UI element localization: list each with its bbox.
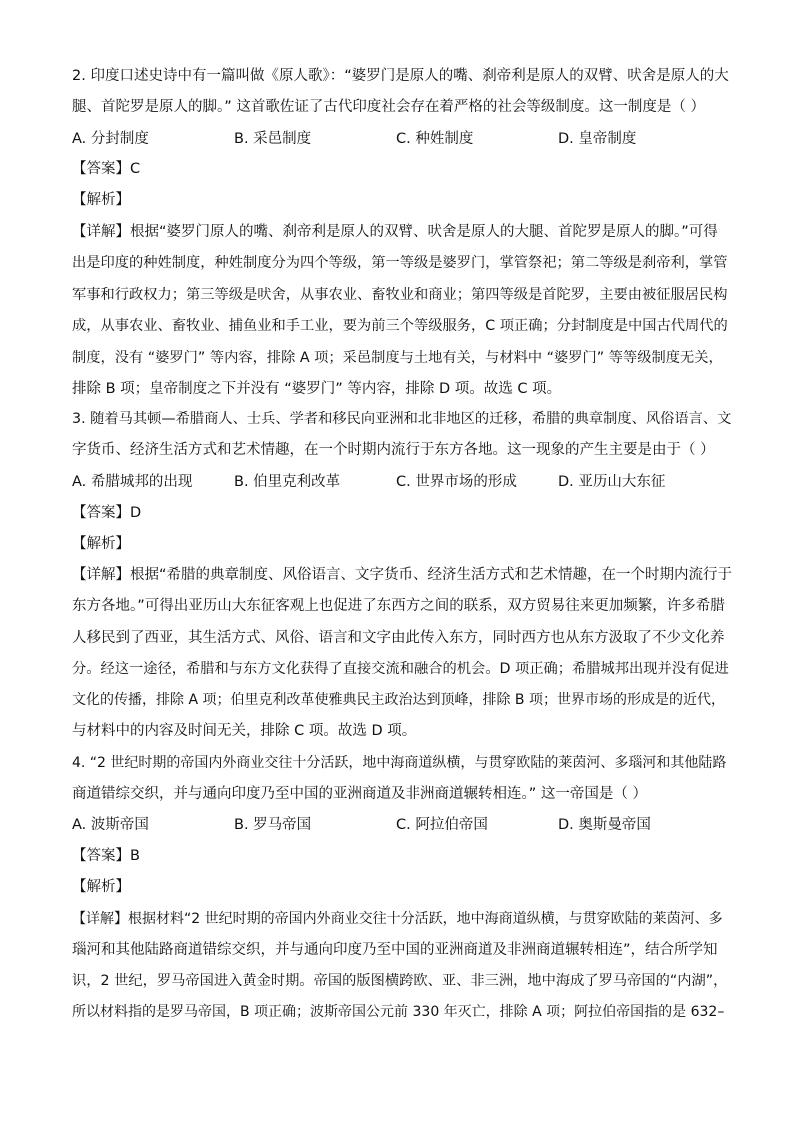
- question-3-detail-line-5: 文化的传播，排除 A 项；伯里克利改革使雅典民主政治达到顶峰，排除 B 项；世界市场的形成是的近代，: [72, 692, 725, 708]
- question-4-option-c: C. 阿拉伯帝国: [396, 817, 488, 833]
- question-3-detail-line-2: 东方各地。”可得出亚历山大东征客观上也促进了东西方之间的联系，双方贸易往来更加频繁，许多希腊: [72, 598, 725, 614]
- question-3-option-d: D. 亚历山大东征: [558, 474, 666, 490]
- question-2-option-a: A. 分封制度: [72, 131, 149, 147]
- question-2-detail-line-4: 成，从事农业、畜牧业、捕鱼业和手工业，要为前三个等级服务，C 项正确；分封制度是中国古代周代的: [72, 318, 728, 334]
- question-2-detail-line-1: 【详解】根据“婆罗门原人的嘴、刹帝利是原人的双臂、吠舍是原人的大腿、首陀罗是原人的脚。”可得: [72, 224, 718, 240]
- question-2-option-c: C. 种姓制度: [396, 131, 474, 147]
- question-4-option-d: D. 奥斯曼帝国: [558, 817, 651, 833]
- question-2-stem-line-2: 腿、首陀罗是原人的脚。” 这首歌佐证了古代印度社会存在着严格的社会等级制度。这一制度是（ ）: [72, 99, 705, 115]
- question-4-detail-line-1: 【详解】根据材料“2 世纪时期的帝国内外商业交往十分活跃，地中海商道纵横，与贯穿欧陆的莱茵河、多: [72, 911, 723, 927]
- question-3-analysis-label: 【解析】: [72, 536, 130, 552]
- question-3-detail-line-4: 分。经这一途径，希腊和与东方文化获得了直接交流和融合的机会。D 项正确；希腊城邦出现并没有促进: [72, 661, 729, 677]
- question-2-option-d: D. 皇帝制度: [558, 131, 637, 147]
- question-4-detail-line-3: 识，2 世纪，罗马帝国进入黄金时期。帝国的版图横跨欧、亚、非三洲，地中海成了罗马帝国的“内湖”，: [72, 973, 728, 989]
- question-3-option-a: A. 希腊城邦的出现: [72, 474, 193, 490]
- question-4-detail-line-4: 所以材料指的是罗马帝国，B 项正确；波斯帝国公元前 330 年灭亡，排除 A 项；阿拉伯帝国指的是 632–: [72, 1004, 725, 1020]
- question-2-stem-line-1: 2. 印度口述史诗中有一篇叫做《原人歌》：“婆罗门是原人的嘴、刹帝利是原人的双臂、吠舍是原人的大: [72, 68, 729, 84]
- question-3-stem-line-1: 3. 随着马其顿—希腊商人、士兵、学者和移民向亚洲和北非地区的迁移，希腊的典章制度、风俗语言、文: [72, 411, 732, 427]
- question-3-stem-line-2: 字货币、经济生活方式和艺术情趣，在一个时期内流行于东方各地。这一现象的产生主要是由于（ ）: [72, 442, 715, 458]
- question-2-detail-line-2: 出是印度的种姓制度，种姓制度分为四个等级，第一等级是婆罗门，掌管祭祀；第二等级是刹帝利，掌管: [72, 255, 728, 271]
- question-2-detail-line-5: 制度，没有 “婆罗门” 等内容，排除 A 项；采邑制度与土地有关，与材料中 “婆罗门” 等等级制度无关，: [72, 350, 723, 366]
- question-4-answer: 【答案】B: [72, 848, 140, 864]
- question-2-answer: 【答案】C: [72, 161, 141, 177]
- question-2-detail-line-6: 排除 B 项；皇帝制度之下并没有 “婆罗门” 等内容，排除 D 项。故选 C 项。: [72, 381, 562, 397]
- question-3-option-b: B. 伯里克利改革: [234, 474, 341, 490]
- question-3-detail-line-6: 与材料中的内容及时间无关，排除 C 项。故选 D 项。: [72, 723, 417, 739]
- question-3-detail-line-1: 【详解】根据“希腊的典章制度、风俗语言、文字货币、经济生活方式和艺术情趣，在一个时期内流行于: [72, 567, 732, 583]
- question-4-stem-line-2: 商道错综交织，并与通向印度乃至中国的亚洲商道及非洲商道辗转相连。” 这一帝国是（ ）: [72, 786, 647, 802]
- question-4-option-a: A. 波斯帝国: [72, 817, 149, 833]
- question-2-detail-line-3: 军事和行政权力；第三等级是吠舍，从事农业、畜牧业和商业；第四等级是首陀罗，主要由被征服居民构: [72, 287, 728, 303]
- question-4-detail-line-2: 瑙河和其他陆路商道错综交织，并与通向印度乃至中国的亚洲商道及非洲商道辗转相连”，结合所学知: [72, 942, 718, 958]
- question-2-option-b: B. 采邑制度: [234, 131, 312, 147]
- question-4-option-b: B. 罗马帝国: [234, 817, 312, 833]
- question-3-answer: 【答案】D: [72, 505, 142, 521]
- question-2-analysis-label: 【解析】: [72, 192, 130, 208]
- question-4-analysis-label: 【解析】: [72, 879, 130, 895]
- question-3-option-c: C. 世界市场的形成: [396, 474, 517, 490]
- question-3-detail-line-3: 人移民到了西亚，其生活方式、风俗、语言和文字由此传入东方，同时西方也从东方汲取了不少文化养: [72, 630, 725, 646]
- question-4-stem-line-1: 4. “2 世纪时期的帝国内外商业交往十分活跃，地中海商道纵横，与贯穿欧陆的莱茵河、多瑙河和其他陆路: [72, 755, 727, 771]
